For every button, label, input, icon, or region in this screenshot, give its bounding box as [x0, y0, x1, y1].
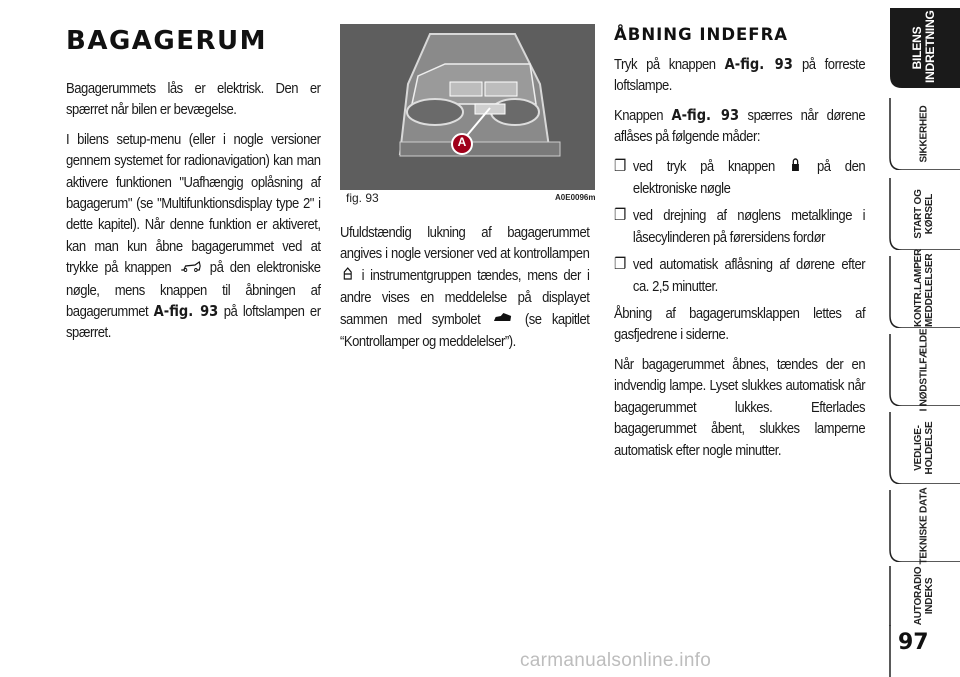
tab-kontrollamper[interactable]: KONTR.LAMPER MEDDELELSER: [884, 256, 960, 328]
left-column: [66, 78, 321, 352]
figure-93: [340, 24, 595, 214]
paragraph: Bagagerummets lås er elektrisk. Den er spærret når bilen er bevægelse.: [66, 80, 321, 119]
paragraph: Når bagagerummet åbnes, tændes der en indvendig lampe. Lyset slukkes automatisk når bagagerummet lukkes. Efterlades bagagerummet åbent, slukkes lamperne automatisk efter nogle minutter.: [614, 355, 866, 459]
figure-caption: fig. 93: [346, 191, 379, 205]
chapter-tabs: [884, 0, 960, 677]
trunk-warning-icon: [343, 266, 353, 287]
section-title: BAGAGERUM: [66, 26, 268, 56]
tab-tekniske-data[interactable]: TEKNISKE DATA: [884, 490, 960, 562]
tab-start-og-koersel[interactable]: START OG KØRSEL: [884, 178, 960, 250]
figure-reference: A-fig. 93: [671, 105, 740, 124]
page-number: 97: [898, 630, 929, 655]
tab-autoradio-indeks[interactable]: AUTORADIO INDEKS: [913, 566, 935, 626]
tab-noedstilfaelde[interactable]: I NØDSTILFÆLDE: [884, 334, 960, 406]
lock-icon: [792, 157, 801, 178]
figure-reference: A-fig. 93: [724, 55, 793, 73]
tab-vedligeholdelse[interactable]: VEDLIGE-HOLDELSE: [884, 412, 960, 484]
figure-reference: A-fig. 93: [153, 302, 219, 321]
watermark: carmanualsonline.info: [520, 650, 712, 671]
tab-bilens-indretning[interactable]: BILENS INDRETNING: [884, 8, 960, 88]
tab-sikkerhed[interactable]: SIKKERHED: [884, 98, 960, 170]
right-column: [614, 54, 865, 469]
list-item: ❐ ved automatisk aflåsning af dørene efter ca. 2,5 minutter.: [614, 256, 866, 295]
paragraph: Knappen A-fig. 93 spærres når dørene aflåses på følgende måder:: [614, 105, 866, 146]
car-open-trunk-icon: [493, 310, 512, 331]
paragraph: Åbning af bagagerumsklappen lettes af gasfjedrene i siderne.: [614, 305, 866, 344]
subsection-title: ÅBNING INDEFRA: [614, 25, 789, 44]
middle-column: [340, 222, 589, 360]
paragraph: Ufuldstændig lukning af bagagerummet angives i nogle versioner ved at kontrollampen i instrumentgruppen tændes, mens der i andre vises en meddelelse på displayet sammen med symbolet (se kapitlet “Kontrollamper og meddelelser”).: [340, 224, 590, 351]
paragraph: I bilens setup-menu (eller i nogle versioner gennem systemet for radionavigation) kan man aktivere funktionen "Uafhængig oplåsning af bagagerum" (se "Multifunktionsdisplay type 2" i dette kapitel). Når denne funktion er aktiveret, kan man kun åbne bagagerummet ved at trykke på knappen på den elektroniske nøgle, mens knappen til åbningen af bagagerummet A-fig. 93 på loftslampen er spærret.: [66, 130, 321, 342]
list-item: ❐ ved tryk på knappen på den elektroniske nøgle: [614, 157, 866, 198]
figure-code: A0E0096m: [555, 193, 596, 202]
trunk-key-icon: [180, 258, 201, 279]
list-item: ❐ ved drejning af nøglens metalklinge i låsecylinderen på førersidens fordør: [614, 207, 866, 246]
figure-marker-a: A: [457, 135, 467, 149]
paragraph: Tryk på knappen A-fig. 93 på forreste loftslampe.: [614, 55, 866, 95]
